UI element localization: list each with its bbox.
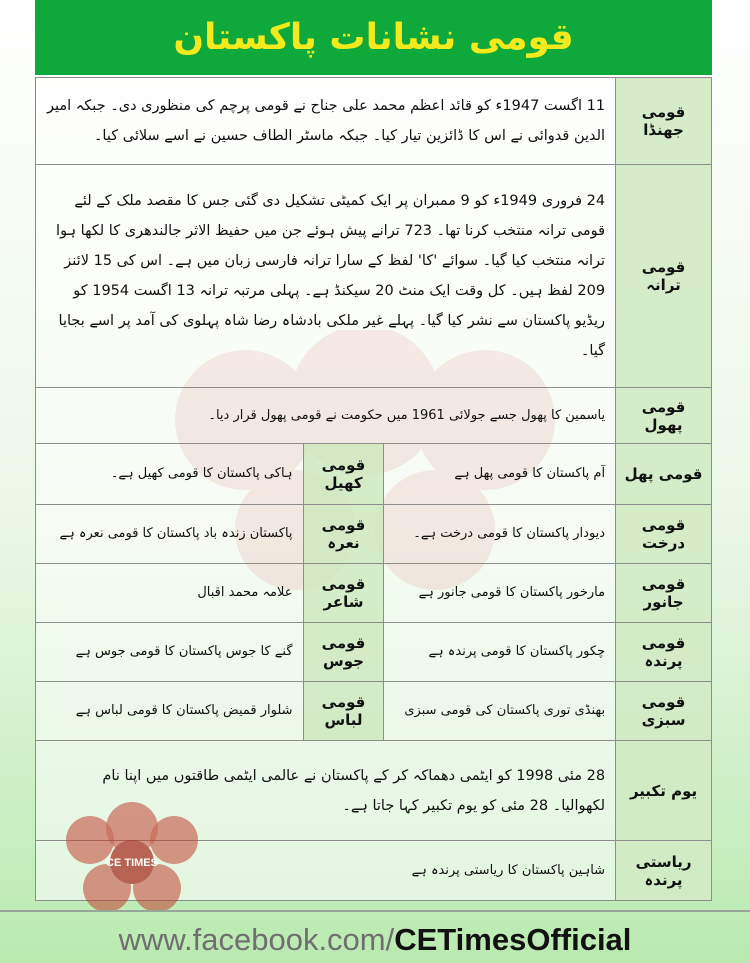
- ce-times-logo: [62, 800, 202, 920]
- table-row: [36, 78, 712, 165]
- table-row: [36, 505, 712, 564]
- pair-label-2: قومی جوس: [303, 623, 384, 682]
- table-row: [36, 388, 712, 444]
- row-text: 24 فروری 1949ء کو 9 ممبران پر ایک کمیٹی تشکیل دی گئی جس کا مقصد ملک کے لئے قومی ترانہ منتخب کرنا تھا۔ 723 ترانے پیش ہوئے جن میں حفیظ الاثر جالندھری کا لکھا ہوا ترانہ منتخب کیا گیا۔ سوائے 'کا' لفظ کے سارا ترانہ فارسی زبان میں ہے۔ اس کی 15 لائنز 209 لفظ ہیں۔ کل وقت ایک منٹ 20 سیکنڈ ہے۔ پہلی مرتبہ ترانہ 13 اگست 1954 کو ریڈیو پاکستان سے نشر کیا گیا۔ پہلے غیر ملکی بادشاہ رضا شاہ پہلوی کی آمد پر اسے بجایا گیا۔: [36, 165, 616, 388]
- pair-text-1: بھنڈی توری پاکستان کی قومی سبزی: [384, 682, 616, 741]
- footer-url-prefix: www.facebook.com/: [118, 922, 395, 957]
- table-row: [36, 165, 712, 388]
- table-row: [36, 623, 712, 682]
- table-row: [36, 564, 712, 623]
- pair-label-2: قومی لباس: [303, 682, 384, 741]
- header-banner: [35, 0, 712, 75]
- row-text: 11 اگست 1947ء کو قائد اعظم محمد علی جناح نے قومی پرچم کی منظوری دی۔ جبکہ امیر الدین قدوائی نے اس کا ڈائزین تیار کیا۔ جبکہ ماسٹر الطاف حسین نے اسے سلائی کیا۔: [36, 78, 616, 165]
- pair-text-1: آم پاکستان کا قومی پھل ہے: [384, 444, 616, 505]
- table-row: [36, 444, 712, 505]
- row-label: ریاستی پرندہ: [616, 841, 712, 901]
- pair-label-2: قومی کھیل: [303, 444, 384, 505]
- pair-label-1: قومی پھل: [616, 444, 712, 505]
- row-label: قومی جھنڈا: [616, 78, 712, 165]
- pair-label-1: قومی سبزی: [616, 682, 712, 741]
- row-text: شاہین پاکستان کا ریاستی پرندہ ہے: [36, 841, 616, 901]
- pair-text-2: ہاکی پاکستان کا قومی کھیل ہے۔: [36, 444, 304, 505]
- row-label: قومی ترانہ: [616, 165, 712, 388]
- row-label: قومی پھول: [616, 388, 712, 444]
- pair-text-2: علامہ محمد اقبال: [36, 564, 304, 623]
- footer-handle[interactable]: CETimesOfficial: [394, 922, 632, 957]
- pair-label-1: قومی جانور: [616, 564, 712, 623]
- pair-text-1: مارخور پاکستان کا قومی جانور ہے: [384, 564, 616, 623]
- logo-text: CE TIMES: [106, 857, 158, 869]
- row-text: 28 مئی 1998 کو ایٹمی دھماکہ کر کے پاکستان نے عالمی ایٹمی طاقتوں میں اپنا نام لکھوالیا۔ 28 مئی کو یوم تکبیر کہا جاتا ہے۔: [36, 741, 616, 841]
- pair-label-1: قومی پرندہ: [616, 623, 712, 682]
- row-text: یاسمین کا پھول جسے جولائی 1961 میں حکومت نے قومی پھول قرار دیا۔: [36, 388, 616, 444]
- pair-text-1: دیودار پاکستان کا قومی درخت ہے۔: [384, 505, 616, 564]
- pair-text-2: شلوار قمیض پاکستان کا قومی لباس ہے: [36, 682, 304, 741]
- footer: [0, 918, 750, 962]
- footer-divider: [0, 910, 750, 912]
- table-row: [36, 682, 712, 741]
- pair-label-1: قومی درخت: [616, 505, 712, 564]
- pair-text-2: گنے کا جوس پاکستان کا قومی جوس ہے: [36, 623, 304, 682]
- row-label: یوم تکبیر: [616, 741, 712, 841]
- pair-label-2: قومی نعرہ: [303, 505, 384, 564]
- pair-text-2: پاکستان زندہ باد پاکستان کا قومی نعرہ ہے: [36, 505, 304, 564]
- symbols-table: [35, 77, 712, 901]
- page-title: قومی نشانات پاکستان: [173, 17, 574, 58]
- pair-label-2: قومی شاعر: [303, 564, 384, 623]
- pair-text-1: چکور پاکستان کا قومی پرندہ ہے: [384, 623, 616, 682]
